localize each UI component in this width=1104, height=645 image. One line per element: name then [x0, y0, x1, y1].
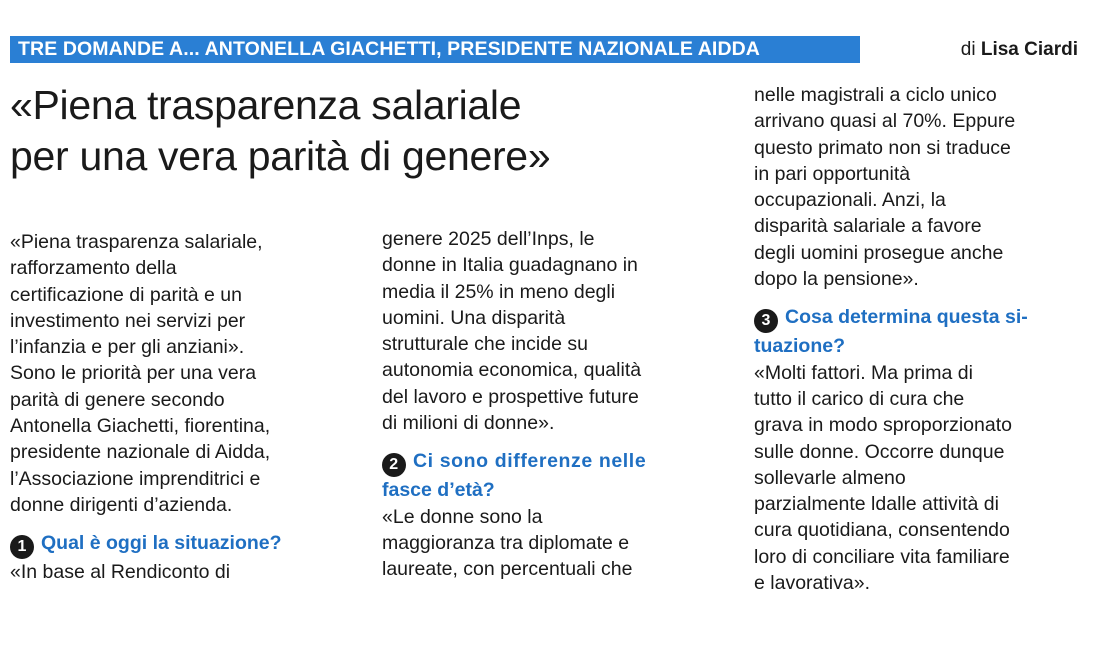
answer-2-line: «Le donne sono la: [382, 505, 543, 528]
answer-2-line: degli uomini prosegue anche: [754, 241, 1004, 264]
answer-1-line: del lavoro e prospettive future: [382, 385, 639, 408]
answer-3-line: sulle donne. Occorre dunque: [754, 440, 1005, 463]
question-1-heading: [10, 530, 282, 559]
column-2: [382, 226, 646, 583]
byline: [961, 38, 1078, 62]
intro-line: donne dirigenti d’azienda.: [10, 493, 233, 516]
answer-2-line: questo primato non si traduce: [754, 136, 1011, 159]
answer-2-line: laureate, con percentuali che: [382, 558, 633, 581]
headline-line-1: «Piena trasparenza salariale: [10, 82, 522, 128]
intro-line: certificazione di parità e un: [10, 283, 242, 306]
answer-3-line: e lavorativa».: [754, 572, 870, 595]
answer-3-line: sollevarle almeno: [754, 466, 906, 489]
question-number-2-icon: 2: [382, 453, 406, 477]
answer-1-line: «In base al Rendiconto di: [10, 561, 231, 584]
answer-3-line: grava in modo sproporzionato: [754, 414, 1012, 437]
answer-3-line: «Molti fattori. Ma prima di: [754, 361, 973, 384]
answer-2-line: in pari opportunità: [754, 162, 911, 185]
answer-2-line: arrivano quasi al 70%. Eppure: [754, 110, 1016, 133]
answer-1-line: di milioni di donne».: [382, 412, 555, 435]
answer-1-line: strutturale che incide su: [382, 333, 588, 356]
answer-2-line: occupazionali. Anzi, la: [754, 189, 946, 212]
column-1: [10, 229, 282, 586]
answer-1-line: autonomia economica, qualità: [382, 359, 642, 382]
question-3-title-line-2: tuazione?: [754, 335, 845, 358]
answer-3-line: cura quotidiana, consentendo: [754, 519, 1010, 542]
answer-1-line: uomini. Una disparità: [382, 306, 566, 329]
byline-author: Lisa Ciardi: [980, 39, 1078, 60]
headline: [10, 80, 710, 182]
answer-3-line: loro di conciliare vita familiare: [754, 545, 1010, 568]
intro-line: l’Associazione imprenditrici e: [10, 467, 261, 490]
byline-prefix: di: [960, 39, 976, 60]
column-3: [754, 82, 1028, 596]
question-2-title-line-2: fasce d’età?: [382, 479, 495, 502]
headline-line-2: per una vera parità di genere»: [10, 133, 551, 179]
intro-line: l’infanzia e per gli anziani».: [10, 336, 245, 359]
answer-3-line: parzialmente ldalle attività di: [754, 493, 999, 516]
question-3-heading: [754, 304, 1028, 333]
question-number-1-icon: 1: [10, 535, 34, 559]
answer-2-line: maggioranza tra diplomate e: [382, 531, 630, 554]
answer-3-line: tutto il carico di cura che: [754, 387, 965, 410]
question-1-title: Qual è oggi la situazione?: [41, 532, 282, 555]
answer-1-line: donne in Italia guadagnano in: [382, 254, 638, 277]
answer-1-line: media il 25% in meno degli: [382, 280, 616, 303]
intro-line: investimento nei servizi per: [10, 309, 246, 332]
intro-line: parità di genere secondo: [10, 388, 225, 411]
question-2-title-line-1: Ci sono differenze nelle: [413, 450, 647, 473]
intro-line: «Piena trasparenza salariale,: [10, 231, 263, 253]
question-3-title-line-1: Cosa determina questa si-: [785, 306, 1028, 329]
answer-2-line: nelle magistrali a ciclo unico: [754, 84, 997, 106]
question-2-heading: [382, 448, 646, 477]
intro-line: presidente nazionale di Aidda,: [10, 441, 271, 464]
answer-2-line: dopo la pensione».: [754, 268, 919, 291]
answer-1-line: genere 2025 dell’Inps, le: [382, 228, 595, 250]
section-kicker: TRE DOMANDE A... ANTONELLA GIACHETTI, PRESIDENTE NAZIONALE AIDDA: [10, 36, 860, 63]
answer-2-line: disparità salariale a favore: [754, 215, 982, 238]
intro-line: Sono le priorità per una vera: [10, 362, 257, 385]
question-number-3-icon: 3: [754, 309, 778, 333]
intro-line: Antonella Giachetti, fiorentina,: [10, 415, 271, 438]
intro-line: rafforzamento della: [10, 257, 177, 280]
